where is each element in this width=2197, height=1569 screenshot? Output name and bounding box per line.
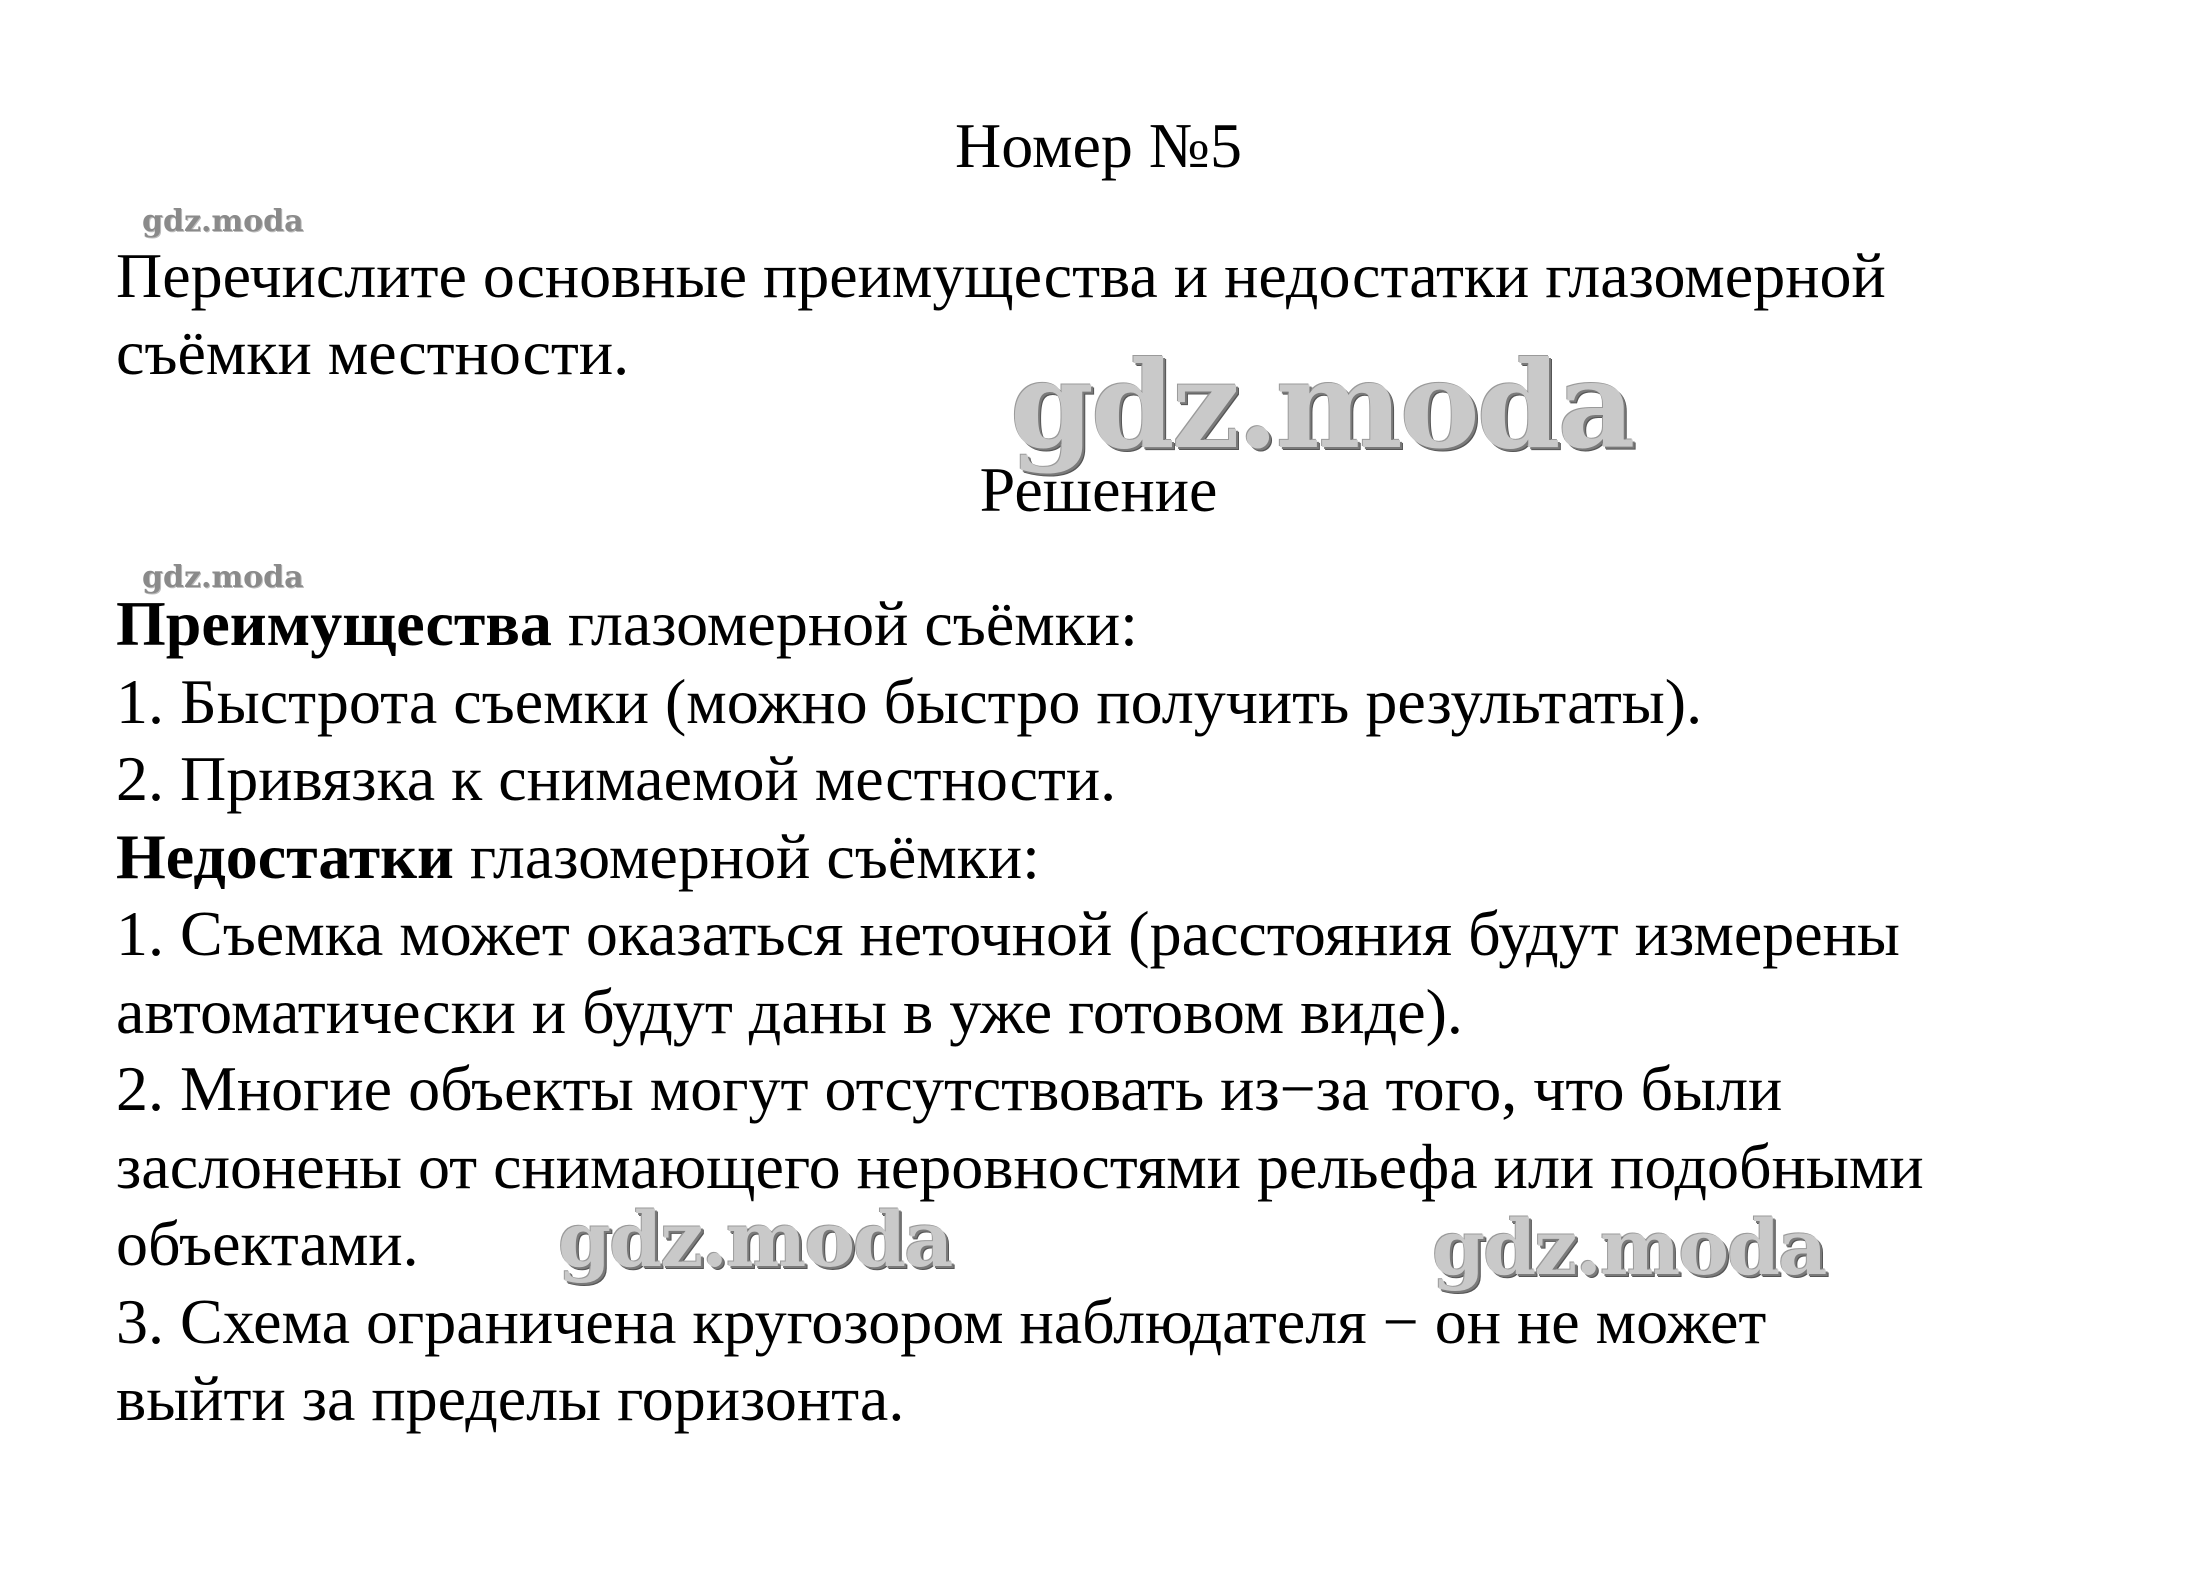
advantage-item-1: 1. Быстрота съемки (можно быстро получить результаты).: [116, 665, 1703, 737]
disadvantage-item-1-line-2: автоматически и будут даны в уже готовом виде).: [116, 975, 1463, 1047]
task-line-2: съёмки местности.: [116, 317, 630, 388]
watermark-small-top: gdz.moda: [142, 204, 304, 239]
disadvantages-heading-rest: глазомерной съёмки:: [453, 820, 1040, 892]
advantages-heading-bold: Преимущества: [116, 588, 552, 659]
watermark-bottom-left: gdz.moda: [558, 1195, 952, 1284]
solution-body: [116, 585, 2156, 1438]
watermark-large-center: gdz.moda: [1010, 335, 1633, 476]
task-line-1: Перечислите основные преимущества и недостатки глазомерной: [116, 240, 1886, 311]
advantage-item-2: 2. Привязка к снимаемой местности.: [116, 743, 1117, 814]
advantages-heading: [116, 585, 2156, 663]
disadvantage-item-3-line-2: выйти за пределы горизонта.: [116, 1363, 905, 1434]
disadvantage-item-1-line-1: 1. Съемка может оказаться неточной (расстояния будут измерены: [116, 898, 1900, 969]
disadvantage-item-2-line-2: заслонены от снимающего неровностями рельефа или подобными: [116, 1130, 1924, 1202]
task-text: [116, 237, 2116, 391]
disadvantage-item-3-line-1: 3. Схема ограничена кругозором наблюдателя − он не может: [116, 1285, 1767, 1357]
disadvantage-item-2-line-1: 2. Многие объекты могут отсутствовать из−за того, что были: [116, 1053, 1783, 1124]
watermark-small-middle: gdz.moda: [142, 560, 304, 595]
advantages-heading-rest: глазомерной съёмки:: [551, 588, 1138, 659]
solution-heading: Решение: [979, 454, 1218, 525]
disadvantage-item-2-line-3: объектами.: [116, 1208, 419, 1279]
watermark-bottom-right: gdz.moda: [1432, 1203, 1826, 1292]
disadvantages-heading-bold: Недостатки: [116, 820, 454, 892]
page-title: Номер №5: [955, 110, 1242, 181]
disadvantages-heading: [116, 818, 2156, 896]
